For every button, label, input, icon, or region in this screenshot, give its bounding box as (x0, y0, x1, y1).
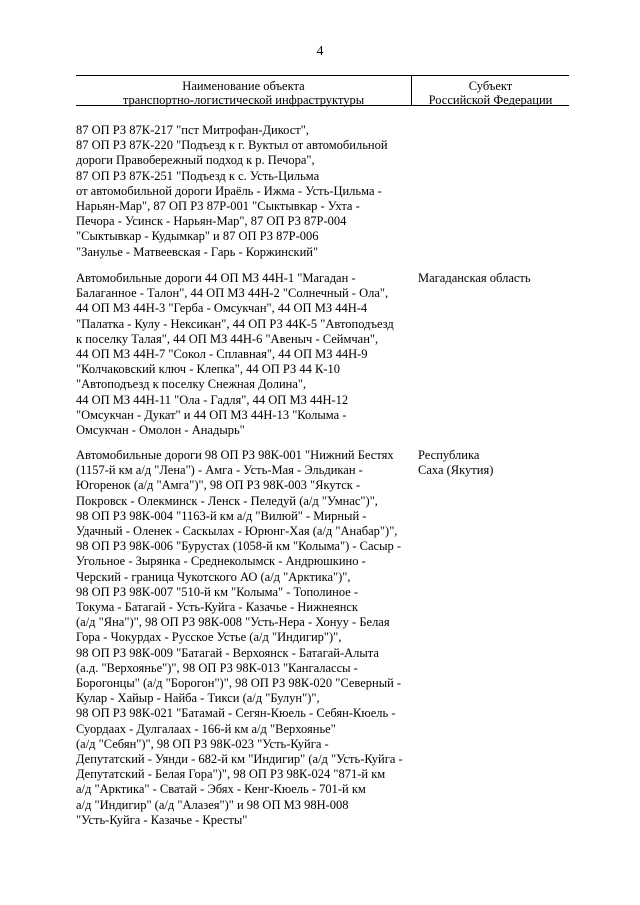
text-line: а/д "Арктика" - Сватай - Эбях - Кенг-Кюель - 701-й км (76, 782, 366, 797)
text-line: а/д "Индигир" (а/д "Алазея")" и 98 ОП МЗ 98Н-008 (76, 797, 349, 812)
text-line: (а.д. "Верхоянье")", 98 ОП РЗ 98К-013 "Кангалассы - (76, 660, 358, 675)
text-line: 44 ОП МЗ 44Н-7 "Сокол - Сплавная", 44 ОП МЗ 44Н-9 (76, 347, 368, 362)
table-top-rule (76, 75, 569, 76)
text-line: Гора - Чокурдах - Русское Устье (а/д "Индигир")", (76, 630, 342, 645)
header-subject (412, 79, 569, 107)
text-line: 98 ОП РЗ 98К-007 "510-й км "Колыма" - Тополиное - (76, 584, 359, 599)
text-line: 87 ОП РЗ 87К-217 "пст Митрофан-Дикост", (76, 123, 309, 137)
text-line: 87 ОП РЗ 87К-220 "Подъезд к г. Вуктыл от автомобильной (76, 138, 388, 153)
text-line: Балаганное - Талон", 44 ОП МЗ 44Н-2 "Солнечный - Ола", (76, 286, 389, 301)
text-line: Суордаах - Дулгалаах - 166-й км а/д "Верхоянье" (76, 721, 336, 736)
text-line: "Занулье - Матвеевская - Гарь - Коржинский" (76, 244, 319, 259)
table-row-yakutia-subject (418, 448, 568, 478)
text-line: "Омсукчан - Дукат" и 44 ОП МЗ 44Н-13 "Колыма - (76, 407, 347, 422)
text-line: Югоренок (а/д "Амга")", 98 ОП РЗ 98К-003 "Якутск - (76, 478, 361, 493)
text-line: 98 ОП РЗ 98К-006 "Бурустах (1058-й км "Колыма") - Сасыр - (76, 539, 402, 554)
text-line: Омсукчан - Омолон - Анадырь" (76, 423, 245, 438)
text-line: Депутатский - Уянди - 682-й км "Индигир" (а/д "Усть-Куйга - (76, 752, 403, 767)
header-object-line: Наименование объекта (182, 79, 305, 93)
text-line: (1157-й км а/д "Лена") - Амга - Усть-Мая - Эльдикан - (76, 463, 363, 478)
text-line: Токума - Батагай - Усть-Куйга - Казачье - Нижнеянск (76, 600, 359, 615)
text-line: "Усть-Куйга - Казачье - Кресты" (76, 812, 248, 827)
text-line: Черский - граница Чукотского АО (а/д "Арктика")", (76, 569, 351, 584)
text-line: "Сыктывкар - Кудымкар" и 87 ОП РЗ 87Р-006 (76, 229, 319, 244)
text-line: Удачный - Оленек - Саскылах - Юрюнг-Хая (а/д "Анабар")", (76, 524, 398, 539)
table-row-magadan-subject (418, 271, 568, 286)
text-line: 98 ОП РЗ 98К-021 "Батамай - Сегян-Кюель - Себян-Кюель - (76, 706, 396, 721)
page-number: 4 (316, 44, 324, 59)
header-subject-line: Субъект (468, 79, 513, 93)
text-line: Автомобильные дороги 98 ОП РЗ 98К-001 "Нижний Бестях (76, 448, 394, 462)
text-line: 44 ОП МЗ 44Н-11 "Ола - Гадля", 44 ОП МЗ 44Н-12 (76, 392, 349, 407)
text-line: Республика (418, 448, 480, 462)
text-line: (а/д "Яна")", 98 ОП РЗ 98К-008 "Усть-Нера - Хонуу - Белая (76, 615, 390, 630)
text-line: 98 ОП РЗ 98К-009 "Батагай - Верхоянск - Батагай-Алыта (76, 645, 379, 660)
text-line: Депутатский - Белая Гора")", 98 ОП РЗ 98К-024 "871-й км (76, 767, 386, 782)
text-line: Автомобильные дороги 44 ОП МЗ 44Н-1 "Магадан - (76, 271, 356, 285)
text-line: 44 ОП МЗ 44Н-3 "Герба - Омсукчан", 44 ОП МЗ 44Н-4 (76, 301, 368, 316)
text-line: Покровск - Олекминск - Ленск - Пеледуй (а/д "Умнас")", (76, 493, 378, 508)
text-line: Печора - Усинск - Нарьян-Мар", 87 ОП РЗ 87Р-004 (76, 214, 347, 229)
text-line: "Автоподъезд к поселку Снежная Долина", (76, 377, 307, 392)
table-row-komi-object (76, 123, 411, 260)
header-object-name (76, 79, 411, 107)
header-object-line: транспортно-логистической инфраструктуры (122, 93, 365, 107)
text-line: Борогонцы" (а/д "Борогон")", 98 ОП РЗ 98К-020 "Северный - (76, 676, 402, 691)
text-line: Магаданская область (418, 271, 531, 285)
text-line: Нарьян-Мар", 87 ОП РЗ 87Р-001 "Сыктывкар - Ухта - (76, 199, 360, 214)
text-line: (а/д "Себян")", 98 ОП РЗ 98К-023 "Усть-Куйга - (76, 736, 329, 751)
text-line: Саха (Якутия) (418, 463, 494, 478)
text-line: "Колчаковский ключ - Клепка", 44 ОП РЗ 44 К-10 (76, 362, 341, 377)
table-row-yakutia-object (76, 448, 411, 828)
table-row-magadan-object (76, 271, 411, 438)
text-line: "Палатка - Кулу - Нексикан", 44 ОП РЗ 44К-5 "Автоподъезд (76, 316, 394, 331)
text-line: к поселку Талая", 44 ОП МЗ 44Н-6 "Авеныч - Сеймчан", (76, 331, 379, 346)
text-line: 98 ОП РЗ 98К-004 "1163-й км а/д "Вилюй" - Мирный - (76, 508, 367, 523)
text-line: Угольное - Зырянка - Среднеколымск - Андрюшкино - (76, 554, 366, 569)
text-line: от автомобильной дороги Ираёль - Ижма - Усть-Цильма - (76, 183, 382, 198)
text-line: дороги Правобережный подход к р. Печора", (76, 153, 315, 168)
text-line: 87 ОП РЗ 87К-251 "Подъезд к с. Усть-Цильма (76, 168, 320, 183)
header-subject-line: Российской Федерации (428, 93, 553, 107)
text-line: Кулар - Хайыр - Найба - Тикси (а/д "Булун")", (76, 691, 320, 706)
